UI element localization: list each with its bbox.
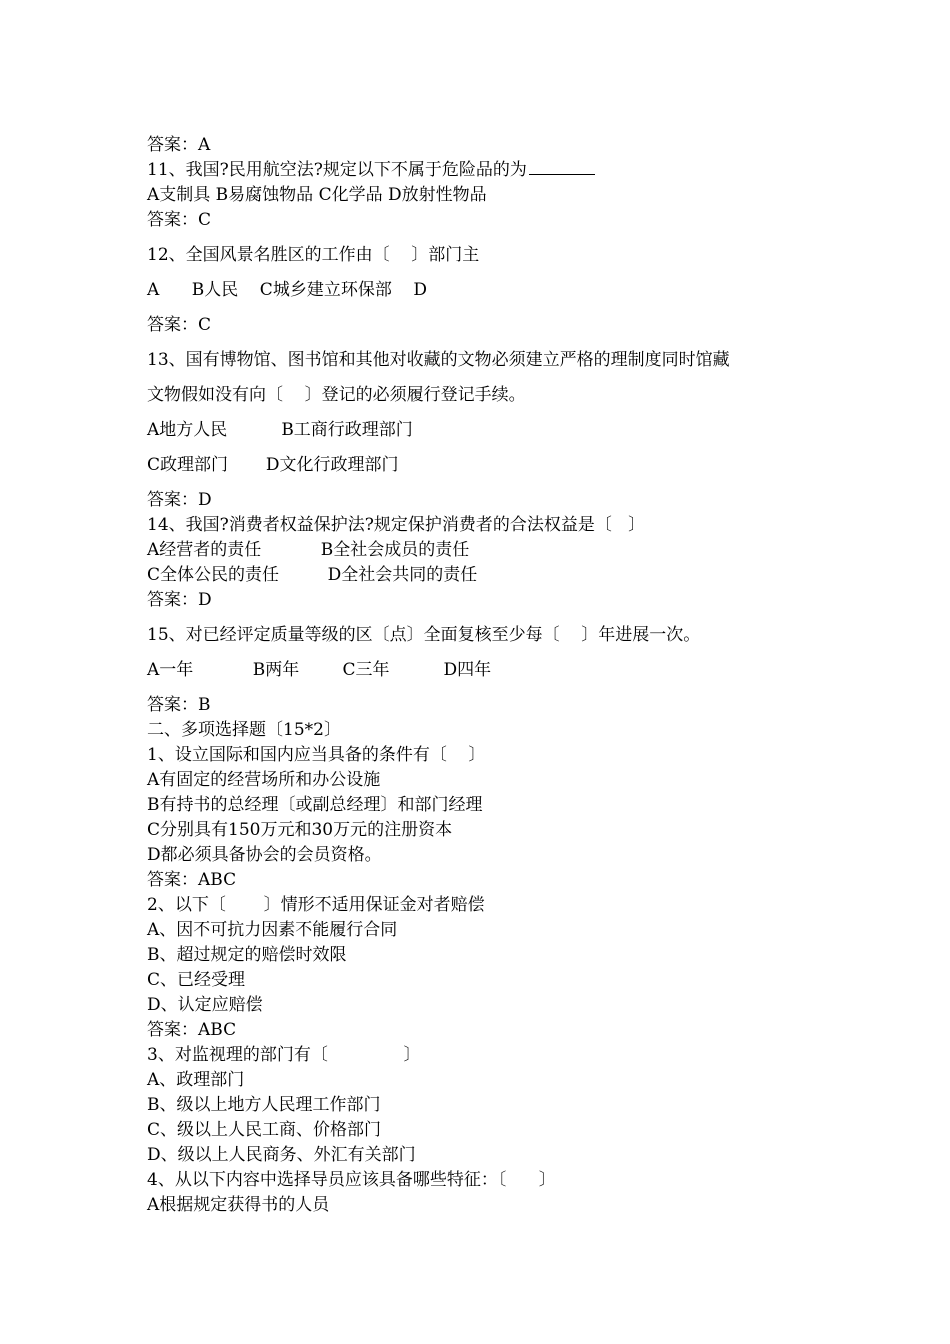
question-15: 15、对已经评定质量等级的区〔点〕全面复核至少每〔 〕年进展一次。 (147, 625, 701, 645)
question-multi-2: 2、以下〔 〕情形不适用保证金对者赔偿 (147, 895, 485, 915)
question-multi-4: 4、从以下内容中选择导员应该具备哪些特征：〔 〕 (147, 1170, 556, 1190)
answer-line: 答案：ABC (147, 870, 237, 890)
option-line: C分别具有150万元和30万元的注册资本 (147, 820, 453, 840)
option-line: A、政理部门 (147, 1070, 245, 1090)
option-line: C、级以上人民工商、价格部门 (147, 1120, 382, 1140)
question-text: 11、我国?民用航空法?规定以下不属于危险品的为 (147, 160, 527, 180)
options-line: C全体公民的责任 D全社会共同的责任 (147, 565, 478, 585)
options-line: A支制具 B易腐蚀物品 C化学品 D放射性物品 (147, 185, 487, 205)
options-line: A B人民 C城乡建立环保部 D (147, 280, 428, 300)
answer-line: 答案：A (147, 135, 211, 155)
answer-line: 答案：C (147, 315, 212, 335)
option-line: A根据规定获得书的人员 (147, 1195, 330, 1215)
fill-in-blank (529, 160, 595, 175)
answer-line: 答案：D (147, 590, 212, 610)
options-line: C政理部门 D文化行政理部门 (147, 455, 399, 475)
question-12: 12、全国风景名胜区的工作由〔 〕部门主 (147, 245, 480, 265)
option-line: B有持书的总经理〔或副总经理〕和部门经理 (147, 795, 483, 815)
answer-line: 答案：ABC (147, 1020, 237, 1040)
question-multi-3: 3、对监视理的部门有〔 〕 (147, 1045, 421, 1065)
question-11 (147, 159, 595, 181)
question-13: 13、国有博物馆、图书馆和其他对收藏的文物必须建立严格的理制度同时馆藏 (147, 350, 730, 370)
options-line: A经营者的责任 B全社会成员的责任 (147, 540, 470, 560)
section-heading: 二、多项选择题〔15*2〕 (147, 720, 341, 740)
option-line: D都必须具备协会的会员资格。 (147, 845, 382, 865)
option-line: C、已经受理 (147, 970, 246, 990)
question-13-continued: 文物假如没有向〔 〕登记的必须履行登记手续。 (147, 385, 526, 405)
question-multi-1: 1、设立国际和国内应当具备的条件有〔 〕 (147, 745, 486, 765)
question-14: 14、我国?消费者权益保护法?规定保护消费者的合法权益是〔 〕 (147, 515, 646, 535)
options-line: A一年 B两年 C三年 D四年 (147, 660, 492, 680)
options-line: A地方人民 B工商行政理部门 (147, 420, 413, 440)
answer-line: 答案：C (147, 210, 212, 230)
answer-line: 答案：D (147, 490, 212, 510)
option-line: D、认定应赔偿 (147, 995, 263, 1015)
option-line: A、因不可抗力因素不能履行合同 (147, 920, 398, 940)
option-line: B、级以上地方人民理工作部门 (147, 1095, 381, 1115)
option-line: D、级以上人民商务、外汇有关部门 (147, 1145, 416, 1165)
option-line: A有固定的经营场所和办公设施 (147, 770, 381, 790)
answer-line: 答案：B (147, 695, 211, 715)
option-line: B、超过规定的赔偿时效限 (147, 945, 347, 965)
